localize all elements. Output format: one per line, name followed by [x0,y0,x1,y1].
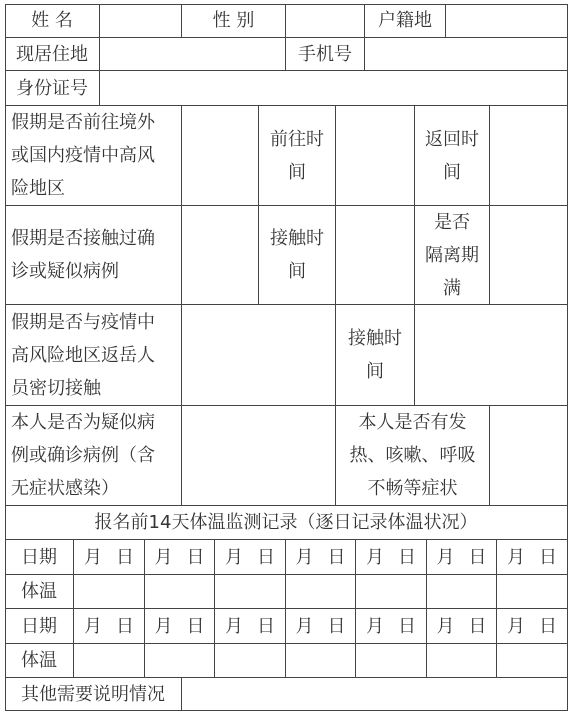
day-label: 日 [186,615,205,637]
month-label: 月 [295,615,314,637]
quarantine-label: 是否 隔离期 满 [415,206,490,305]
temperature-cell[interactable] [215,575,286,609]
travel-answer[interactable] [182,106,259,206]
date-label: 日期 [5,609,74,644]
month-label: 月 [366,546,384,568]
temperature-cell[interactable] [497,575,568,609]
date-cell[interactable] [427,609,497,644]
temperature-cell[interactable] [356,644,427,678]
day-label: 日 [539,615,557,637]
name-field[interactable] [100,4,182,38]
month-label: 月 [436,546,455,568]
day-label: 日 [468,546,487,568]
day-label: 日 [539,546,557,568]
day-label: 日 [398,615,416,637]
return-time-label: 返回时 间 [415,106,490,206]
date-cell[interactable] [145,609,215,644]
temperature-cell[interactable] [356,575,427,609]
hukou-label: 户籍地 [365,4,446,38]
date-cell[interactable] [145,540,215,575]
temperature-cell[interactable] [427,575,497,609]
gender-field[interactable] [286,4,365,38]
day-label: 日 [398,546,416,568]
date-cell[interactable] [215,540,286,575]
month-label: 月 [84,615,102,637]
date-cell[interactable] [497,540,568,575]
date-cell[interactable] [215,609,286,644]
close-contact-answer[interactable] [182,305,336,406]
date-cell[interactable] [356,609,427,644]
month-label: 月 [84,546,102,568]
temperature-cell[interactable] [215,644,286,678]
date-cell[interactable] [497,609,568,644]
temperature-label: 体温 [5,644,74,678]
date-cell[interactable] [74,609,145,644]
day-label: 日 [257,615,275,637]
day-label: 日 [186,546,205,568]
month-label: 月 [154,615,173,637]
month-label: 月 [225,615,243,637]
month-label: 月 [366,615,384,637]
other-notes-label: 其他需要说明情况 [5,678,182,711]
go-time-label: 前往时 间 [259,106,336,206]
contact-case-time-label: 接触时 间 [259,206,336,305]
id-field[interactable] [100,71,568,106]
travel-question: 假期是否前往境外 或国内疫情中高风 险地区 [5,106,182,206]
day-label: 日 [468,615,487,637]
month-label: 月 [436,615,455,637]
contact-case-time-field[interactable] [336,206,415,305]
day-label: 日 [327,546,346,568]
self-case-answer[interactable] [182,406,336,506]
day-label: 日 [257,546,275,568]
temperature-cell[interactable] [286,644,356,678]
self-case-question: 本人是否为疑似病 例或确诊病例（含 无症状感染） [5,406,182,506]
contact-case-answer[interactable] [182,206,259,305]
contact-case-question: 假期是否接触过确 诊或疑似病例 [5,206,182,305]
date-label: 日期 [5,540,74,575]
phone-label: 手机号 [286,38,365,71]
day-label: 日 [116,615,134,637]
temperature-section-title: 报名前14天体温监测记录（逐日记录体温状况） [5,506,568,540]
day-label: 日 [327,615,346,637]
month-label: 月 [154,546,173,568]
month-label: 月 [295,546,314,568]
date-cell[interactable] [427,540,497,575]
quarantine-field[interactable] [490,206,568,305]
temperature-cell[interactable] [74,575,145,609]
month-label: 月 [507,546,525,568]
date-cell[interactable] [74,540,145,575]
date-cell[interactable] [356,540,427,575]
temperature-cell[interactable] [286,575,356,609]
address-field[interactable] [100,38,286,71]
temperature-label: 体温 [5,575,74,609]
id-label: 身份证号 [5,71,100,106]
health-declaration-form [5,4,568,711]
symptom-question: 本人是否有发 热、咳嗽、呼吸 不畅等症状 [336,406,490,506]
temperature-cell[interactable] [145,644,215,678]
close-contact-time-label: 接触时 间 [336,305,415,406]
close-contact-time-field[interactable] [415,305,568,406]
temperature-cell[interactable] [145,575,215,609]
symptom-answer[interactable] [490,406,568,506]
close-contact-question: 假期是否与疫情中 高风险地区返岳人 员密切接触 [5,305,182,406]
temperature-cell[interactable] [497,644,568,678]
date-cell[interactable] [286,609,356,644]
day-label: 日 [116,546,134,568]
return-time-field[interactable] [490,106,568,206]
go-time-field[interactable] [336,106,415,206]
date-cell[interactable] [286,540,356,575]
hukou-field[interactable] [446,4,568,38]
month-label: 月 [225,546,243,568]
month-label: 月 [507,615,525,637]
phone-field[interactable] [365,38,568,71]
temperature-cell[interactable] [427,644,497,678]
name-label: 姓 名 [5,4,100,38]
other-notes-field[interactable] [182,678,568,711]
gender-label: 性 别 [182,4,286,38]
temperature-cell[interactable] [74,644,145,678]
address-label: 现居住地 [5,38,100,71]
